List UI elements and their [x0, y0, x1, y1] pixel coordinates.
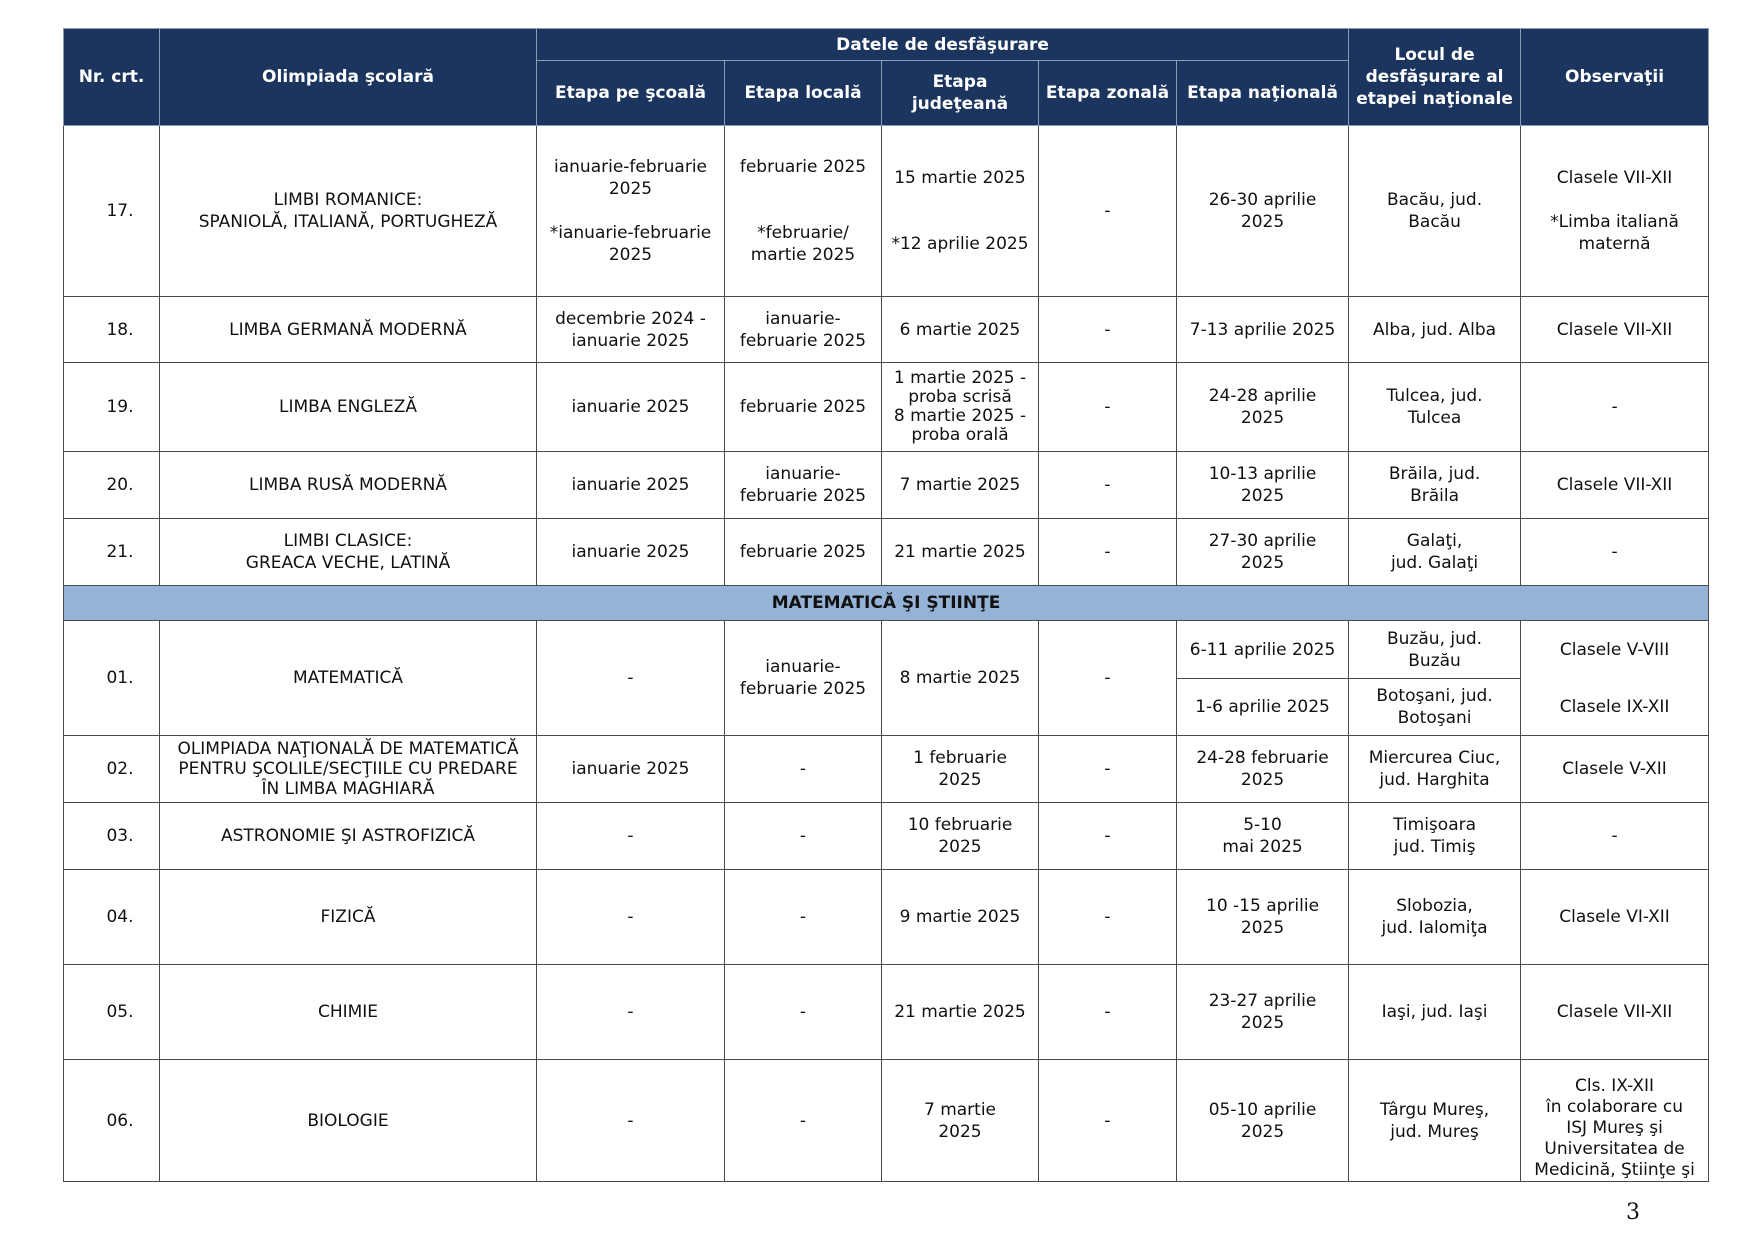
header-olimpiada: Olimpiada şcolară — [160, 29, 537, 126]
row-etapa-nationala: 05-10 aprilie 2025 — [1177, 1060, 1349, 1182]
row-observatii: Clasele V-XII — [1521, 736, 1709, 803]
row-etapa-scoala: - — [537, 621, 725, 736]
row-etapa-locala: - — [725, 736, 882, 803]
section-title: MATEMATICĂ ŞI ŞTIINŢE — [64, 586, 1709, 621]
section-row — [64, 586, 1709, 621]
table-row — [64, 519, 1709, 586]
row-olimpiada: MATEMATICĂ — [160, 621, 537, 736]
row-olimpiada: LIMBA GERMANĂ MODERNĂ — [160, 297, 537, 363]
row-nr: 03. — [64, 803, 160, 870]
row-etapa-nationala: 24-28 aprilie 2025 — [1177, 363, 1349, 452]
row-observatii: - — [1521, 519, 1709, 586]
row-olimpiada: LIMBI CLASICE: GREACA VECHE, LATINĂ — [160, 519, 537, 586]
page-number: 3 — [1626, 1200, 1640, 1225]
row-etapa-zonala: - — [1039, 803, 1177, 870]
row-etapa-judeteana: 7 martie 2025 — [882, 1060, 1039, 1182]
row-etapa-judeteana: 10 februarie 2025 — [882, 803, 1039, 870]
header-etapa-scoala: Etapa pe şcoală — [537, 61, 725, 126]
header-locul: Locul de desfăşurare al etapei naţionale — [1349, 29, 1521, 126]
row-etapa-nationala: 5-10 mai 2025 — [1177, 803, 1349, 870]
table-row — [64, 126, 1709, 297]
row-nr: 18. — [64, 297, 160, 363]
row-nr: 04. — [64, 870, 160, 965]
row-etapa-zonala: - — [1039, 1060, 1177, 1182]
row-etapa-nationala: 24-28 februarie 2025 — [1177, 736, 1349, 803]
row-olimpiada: LIMBA ENGLEZĂ — [160, 363, 537, 452]
row-nr: 06. — [64, 1060, 160, 1182]
row-observatii: Clasele VII-XII — [1521, 297, 1709, 363]
row-etapa-judeteana: 1 februarie 2025 — [882, 736, 1039, 803]
row-locul: Bacău, jud. Bacău — [1349, 126, 1521, 297]
row-etapa-judeteana: 7 martie 2025 — [882, 452, 1039, 519]
row-etapa-scoala: ianuarie 2025 — [537, 452, 725, 519]
row-locul: Botoşani, jud. Botoşani — [1349, 679, 1521, 736]
row-observatii: Clasele IX-XII — [1521, 679, 1709, 736]
row-etapa-zonala: - — [1039, 126, 1177, 297]
row-etapa-locala: - — [725, 870, 882, 965]
row-etapa-judeteana: 1 martie 2025 - proba scrisă 8 martie 2025 - proba orală — [882, 363, 1039, 452]
row-etapa-scoala: ianuarie-februarie 2025 *ianuarie-februarie 2025 — [537, 126, 725, 297]
header-datele: Datele de desfăşurare — [537, 29, 1349, 61]
row-etapa-zonala: - — [1039, 519, 1177, 586]
row-etapa-zonala: - — [1039, 452, 1177, 519]
table-row — [64, 297, 1709, 363]
row-nr: 19. — [64, 363, 160, 452]
row-etapa-locala: februarie 2025 *februarie/ martie 2025 — [725, 126, 882, 297]
row-etapa-nationala: 27-30 aprilie 2025 — [1177, 519, 1349, 586]
table-row — [64, 965, 1709, 1060]
row-etapa-nationala: 10-13 aprilie 2025 — [1177, 452, 1349, 519]
row-etapa-scoala: - — [537, 870, 725, 965]
row-observatii: Clasele V-VIII — [1521, 621, 1709, 679]
row-observatii: - — [1521, 803, 1709, 870]
header-etapa-zonala: Etapa zonală — [1039, 61, 1177, 126]
row-locul: Alba, jud. Alba — [1349, 297, 1521, 363]
row-locul: Slobozia, jud. Ialomiţa — [1349, 870, 1521, 965]
row-etapa-nationala: 1-6 aprilie 2025 — [1177, 679, 1349, 736]
row-etapa-nationala: 6-11 aprilie 2025 — [1177, 621, 1349, 679]
row-etapa-locala: - — [725, 1060, 882, 1182]
row-etapa-nationala: 23-27 aprilie 2025 — [1177, 965, 1349, 1060]
row-etapa-zonala: - — [1039, 621, 1177, 736]
table-row — [64, 1060, 1709, 1182]
row-etapa-scoala: ianuarie 2025 — [537, 519, 725, 586]
olympiad-schedule-sheet — [63, 28, 1708, 1182]
table-row — [64, 870, 1709, 965]
row-nr: 01. — [64, 621, 160, 736]
row-etapa-scoala: ianuarie 2025 — [537, 363, 725, 452]
row-locul: Iaşi, jud. Iaşi — [1349, 965, 1521, 1060]
table-row — [64, 452, 1709, 519]
row-locul: Miercurea Ciuc, jud. Harghita — [1349, 736, 1521, 803]
row-etapa-judeteana: 21 martie 2025 — [882, 519, 1039, 586]
table-row — [64, 363, 1709, 452]
header-observatii: Observaţii — [1521, 29, 1709, 126]
row-nr: 21. — [64, 519, 160, 586]
row-olimpiada: LIMBA RUSĂ MODERNĂ — [160, 452, 537, 519]
row-etapa-scoala: ianuarie 2025 — [537, 736, 725, 803]
row-observatii: Clasele VI-XII — [1521, 870, 1709, 965]
row-locul: Tulcea, jud. Tulcea — [1349, 363, 1521, 452]
table-header — [64, 29, 1709, 126]
row-nr: 05. — [64, 965, 160, 1060]
row-etapa-zonala: - — [1039, 736, 1177, 803]
row-etapa-locala: - — [725, 803, 882, 870]
header-etapa-locala: Etapa locală — [725, 61, 882, 126]
row-etapa-locala: ianuarie- februarie 2025 — [725, 297, 882, 363]
row-etapa-judeteana: 8 martie 2025 — [882, 621, 1039, 736]
row-olimpiada: FIZICĂ — [160, 870, 537, 965]
row-etapa-nationala: 26-30 aprilie 2025 — [1177, 126, 1349, 297]
row-etapa-scoala: - — [537, 965, 725, 1060]
row-observatii: Clasele VII-XII — [1521, 965, 1709, 1060]
row-observatii: Clasele VII-XII — [1521, 452, 1709, 519]
row-etapa-nationala: 10 -15 aprilie 2025 — [1177, 870, 1349, 965]
table-row — [64, 736, 1709, 803]
row-etapa-judeteana: 6 martie 2025 — [882, 297, 1039, 363]
row-etapa-judeteana: 15 martie 2025 *12 aprilie 2025 — [882, 126, 1039, 297]
row-locul: Timişoara jud. Timiş — [1349, 803, 1521, 870]
row-olimpiada: OLIMPIADA NAŢIONALĂ DE MATEMATICĂ PENTRU ŞCOLILE/SECŢIILE CU PREDARE ÎN LIMBA MAGHIARĂ — [160, 736, 537, 803]
row-etapa-locala: ianuarie- februarie 2025 — [725, 452, 882, 519]
row-etapa-judeteana: 9 martie 2025 — [882, 870, 1039, 965]
row-locul: Târgu Mureş, jud. Mureş — [1349, 1060, 1521, 1182]
row-observatii: Clasele VII-XII *Limba italiană maternă — [1521, 126, 1709, 297]
row-locul: Brăila, jud. Brăila — [1349, 452, 1521, 519]
row-etapa-locala: februarie 2025 — [725, 519, 882, 586]
row-etapa-zonala: - — [1039, 965, 1177, 1060]
row-etapa-zonala: - — [1039, 363, 1177, 452]
row-nr: 02. — [64, 736, 160, 803]
row-etapa-locala: februarie 2025 — [725, 363, 882, 452]
row-olimpiada: BIOLOGIE — [160, 1060, 537, 1182]
row-observatii: - — [1521, 363, 1709, 452]
row-olimpiada: ASTRONOMIE ŞI ASTROFIZICĂ — [160, 803, 537, 870]
row-etapa-scoala: decembrie 2024 - ianuarie 2025 — [537, 297, 725, 363]
row-etapa-zonala: - — [1039, 297, 1177, 363]
table-row — [64, 803, 1709, 870]
row-locul: Buzău, jud. Buzău — [1349, 621, 1521, 679]
header-nr: Nr. crt. — [64, 29, 160, 126]
header-etapa-judeteana: Etapa judeţeană — [882, 61, 1039, 126]
row-olimpiada: LIMBI ROMANICE: SPANIOLĂ, ITALIANĂ, PORTUGHEZĂ — [160, 126, 537, 297]
table-row — [64, 621, 1709, 679]
row-etapa-judeteana: 21 martie 2025 — [882, 965, 1039, 1060]
row-etapa-zonala: - — [1039, 870, 1177, 965]
row-etapa-locala: ianuarie- februarie 2025 — [725, 621, 882, 736]
header-etapa-nationala: Etapa naţională — [1177, 61, 1349, 126]
row-etapa-scoala: - — [537, 1060, 725, 1182]
row-etapa-nationala: 7-13 aprilie 2025 — [1177, 297, 1349, 363]
row-olimpiada: CHIMIE — [160, 965, 537, 1060]
row-nr: 20. — [64, 452, 160, 519]
olympiad-schedule-table — [63, 28, 1709, 1182]
row-observatii: Cls. IX-XII în colaborare cu ISJ Mureş şi Universitatea de Medicină, Ştiinţe şi — [1521, 1060, 1709, 1182]
row-locul: Galaţi, jud. Galaţi — [1349, 519, 1521, 586]
row-nr: 17. — [64, 126, 160, 297]
row-etapa-scoala: - — [537, 803, 725, 870]
row-etapa-locala: - — [725, 965, 882, 1060]
